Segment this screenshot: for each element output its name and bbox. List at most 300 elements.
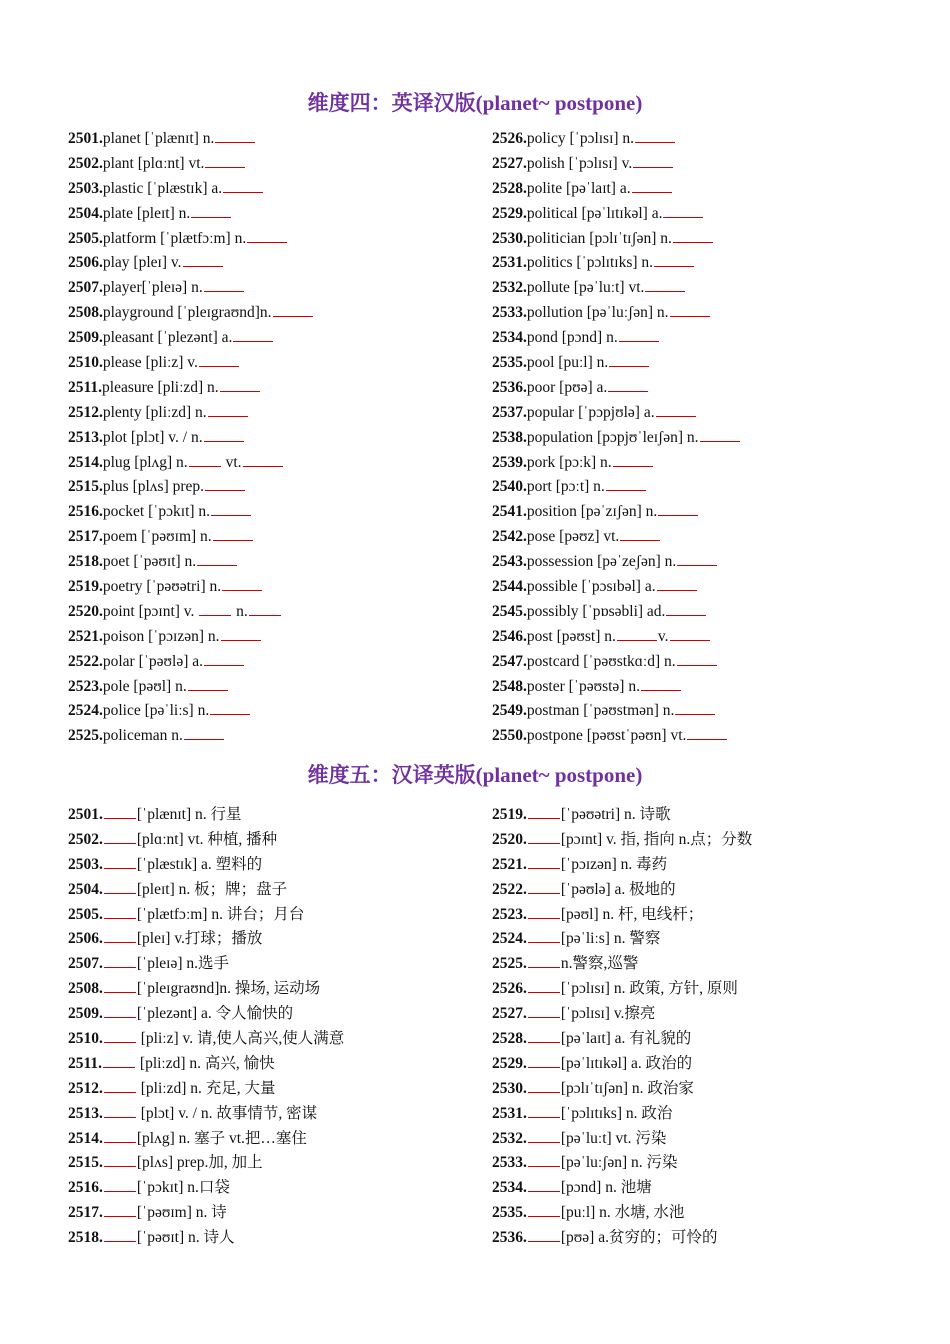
entry-text: please [pliːz] v. (102, 354, 198, 372)
vocab-entry (492, 200, 741, 225)
vocab-entry (492, 1050, 752, 1075)
vocab-entry (68, 424, 314, 449)
answer-blank[interactable] (104, 1174, 136, 1192)
answer-blank[interactable] (656, 399, 696, 417)
entry-number: 2539. (492, 453, 527, 471)
entry-text: [ˈpɔlɪsɪ] n. 政策, 方针, 原则 (560, 980, 738, 998)
entry-text: [pleɪ] v.打球；播放 (136, 930, 263, 948)
answer-blank[interactable] (632, 175, 672, 193)
entry-text: n.警察,巡警 (560, 955, 639, 973)
entry-text: postcard [ˈpəʊstkɑːd] n. (526, 652, 676, 670)
entry-text: policeman n. (102, 727, 183, 745)
entry-number: 2531. (492, 254, 527, 272)
answer-blank[interactable] (197, 548, 237, 566)
answer-blank[interactable] (528, 1025, 560, 1043)
entry-number: 2510. (68, 354, 103, 372)
entry-text: plus [plʌs] prep. (102, 478, 205, 496)
answer-blank[interactable] (620, 523, 660, 541)
answer-blank[interactable] (677, 648, 717, 666)
entry-text: politician [pɔlɪˈtɪʃən] n. (526, 229, 672, 247)
entry-number: 2520. (68, 602, 103, 620)
vocab-entry (492, 299, 741, 324)
vocab-entry (68, 573, 314, 598)
entry-text: [ˈpleɪə] n.选手 (136, 955, 229, 973)
vocab-entry (492, 125, 741, 150)
entry-number: 2501. (68, 130, 103, 147)
entry-number: 2504. (68, 880, 103, 898)
entry-text: plastic [ˈplæstɪk] a. (102, 179, 223, 197)
answer-blank[interactable] (675, 697, 715, 715)
entry-text: political [pəˈlɪtɪkəl] a. (526, 204, 663, 222)
entry-text: pollute [pəˈluːt] vt. (526, 279, 645, 297)
answer-blank[interactable] (210, 697, 250, 715)
answer-blank[interactable] (104, 1075, 136, 1093)
answer-blank[interactable] (104, 1125, 136, 1143)
answer-blank[interactable] (528, 826, 560, 844)
vocab-entry (68, 1125, 344, 1150)
answer-blank[interactable] (215, 125, 255, 143)
entry-text: [ˈpɔɪzən] n. 毒药 (560, 855, 668, 873)
answer-blank[interactable] (184, 722, 224, 740)
answer-blank[interactable] (213, 523, 253, 541)
entry-number: 2513. (68, 1104, 103, 1122)
entry-number: 2546. (492, 627, 527, 645)
vocab-entry (68, 1199, 344, 1224)
answer-blank[interactable] (528, 1174, 560, 1192)
answer-blank[interactable] (528, 975, 560, 993)
entry-number: 2521. (492, 855, 527, 873)
vocab-entry (68, 826, 344, 851)
entry-text: politics [ˈpɔlɪtɪks] n. (526, 254, 654, 272)
entry-number: 2535. (492, 1204, 527, 1222)
entry-number: 2509. (68, 329, 103, 347)
vocab-entry (68, 925, 344, 950)
answer-blank[interactable] (205, 150, 245, 168)
vocab-entry (68, 876, 344, 901)
answer-blank[interactable] (208, 399, 248, 417)
entry-number: 2518. (68, 553, 103, 571)
vocab-entry (492, 876, 752, 901)
answer-blank[interactable] (199, 349, 239, 367)
entry-text: pool [puːl] n. (526, 354, 609, 372)
answer-blank[interactable] (243, 449, 283, 467)
answer-blank[interactable] (211, 498, 251, 516)
answer-blank[interactable] (104, 801, 136, 819)
entry-text: [ˈpəʊɪt] n. 诗人 (136, 1229, 235, 1247)
entry-number: 2534. (492, 1179, 527, 1197)
entry-number: 2532. (492, 1129, 527, 1147)
entry-text: poem [ˈpəʊɪm] n. (102, 528, 212, 546)
vocab-entry (492, 523, 741, 548)
entry-text: [ˈplætfɔːm] n. 讲台；月台 (136, 905, 305, 923)
vocab-entry (492, 1125, 752, 1150)
answer-blank[interactable] (641, 673, 681, 691)
entry-text: pond [pɔnd] n. (526, 329, 618, 347)
vocab-entry (492, 1025, 752, 1050)
vocab-entry (492, 598, 741, 623)
answer-blank[interactable] (657, 573, 697, 591)
entry-text: [ˈplænɪt] n. 行星 (136, 806, 242, 823)
answer-blank[interactable] (613, 449, 653, 467)
entry-number: 2507. (68, 279, 103, 297)
answer-blank[interactable] (188, 673, 228, 691)
entry-text: [ˈpɔlɪtɪks] n. 政治 (560, 1104, 673, 1122)
vocab-entry (492, 349, 741, 374)
entry-text: [ˈpəʊətri] n. 诗歌 (560, 806, 671, 823)
entry-text: policy [ˈpɔlɪsɪ] n. (526, 130, 635, 147)
entry-text: poet [ˈpəʊɪt] n. (102, 553, 197, 571)
vocab-entry (68, 200, 314, 225)
entry-text: [ˈpəʊlə] a. 极地的 (560, 880, 676, 898)
answer-blank[interactable] (617, 623, 657, 641)
answer-blank[interactable] (223, 175, 263, 193)
entry-number: 2520. (492, 830, 527, 848)
entry-number: 2516. (68, 503, 103, 521)
answer-blank[interactable] (528, 1000, 560, 1018)
entry-text: platform [ˈplætfɔːm] n. (102, 229, 247, 247)
answer-blank[interactable] (104, 1025, 136, 1043)
answer-blank[interactable] (273, 299, 313, 317)
entry-number: 2501. (68, 806, 103, 823)
answer-blank[interactable] (528, 1199, 560, 1217)
answer-blank[interactable] (221, 623, 261, 641)
vocab-entry (492, 225, 741, 250)
entry-text: poetry [ˈpəʊətri] n. (102, 578, 222, 596)
entry-text: plate [pleɪt] n. (102, 204, 191, 222)
entry-text: plug [plʌg] n. (102, 453, 188, 471)
entry-text: [pəˈlɪtɪkəl] a. 政治的 (560, 1054, 693, 1072)
vocab-entry (68, 498, 314, 523)
entry-number: 2549. (492, 702, 527, 720)
entry-text: [plɔt] v. / n. 故事情节, 密谋 (136, 1104, 318, 1122)
entry-number: 2523. (492, 905, 527, 923)
entry-number: 2511. (68, 378, 103, 396)
answer-blank[interactable] (666, 598, 706, 616)
answer-blank[interactable] (609, 349, 649, 367)
entry-number: 2540. (492, 478, 527, 496)
answer-blank[interactable] (663, 200, 703, 218)
vocab-entry (492, 697, 741, 722)
vocab-entry (492, 274, 741, 299)
entry-text: [plʌg] n. 塞子 vt.把…塞住 (136, 1129, 307, 1147)
entry-text: play [pleɪ] v. (102, 254, 182, 272)
entry-number: 2547. (492, 652, 527, 670)
answer-blank[interactable] (204, 424, 244, 442)
vocab-entry (492, 1000, 752, 1025)
entry-number: 2537. (492, 403, 527, 421)
vocab-entry (68, 1224, 344, 1249)
entry-number: 2510. (68, 1030, 103, 1048)
answer-blank[interactable] (528, 1100, 560, 1118)
vocab-entry (68, 950, 344, 975)
answer-blank[interactable] (673, 225, 713, 243)
entry-text: polish [ˈpɔlɪsɪ] v. (526, 154, 633, 172)
entry-text: pleasure [pliːzd] n. (102, 378, 219, 396)
entry-number: 2512. (68, 1079, 103, 1097)
answer-blank[interactable] (528, 925, 560, 943)
entry-number: 2527. (492, 1005, 527, 1023)
entry-number: 2515. (68, 478, 103, 496)
vocab-entry (492, 449, 741, 474)
answer-blank[interactable] (104, 925, 136, 943)
answer-blank[interactable] (104, 975, 136, 993)
entry-number: 2504. (68, 204, 103, 222)
vocab-entry (68, 175, 314, 200)
answer-blank[interactable] (233, 324, 273, 342)
entry-text: poor [pʊə] a. (526, 378, 608, 396)
vocab-entry (68, 623, 314, 648)
entry-number: 2550. (492, 727, 527, 745)
vocab-entry (492, 950, 752, 975)
answer-blank[interactable] (528, 950, 560, 968)
vocab-entry (492, 249, 741, 274)
entry-number: 2541. (492, 503, 527, 521)
answer-blank[interactable] (528, 851, 560, 869)
entry-text: possibly [ˈpɒsəbli] ad. (526, 602, 666, 620)
entry-text: police [pəˈliːs] n. (102, 702, 210, 720)
entry-number: 2522. (492, 880, 527, 898)
entry-number: 2529. (492, 1054, 527, 1072)
answer-blank[interactable] (654, 249, 694, 267)
entry-text: playground [ˈpleɪgraʊnd]n. (102, 304, 272, 322)
entry-number: 2519. (68, 578, 103, 596)
vocab-column-right (492, 125, 741, 747)
entry-text: poison [ˈpɔɪzən] n. (102, 627, 220, 645)
entry-number: 2507. (68, 955, 103, 973)
vocab-entry (68, 150, 314, 175)
answer-blank[interactable] (670, 623, 710, 641)
vocab-entry (68, 399, 314, 424)
answer-blank[interactable] (619, 324, 659, 342)
entry-number: 2502. (68, 830, 103, 848)
entry-text: polar [ˈpəʊlə] a. (102, 652, 204, 670)
answer-blank[interactable] (608, 374, 648, 392)
answer-blank[interactable] (183, 249, 223, 267)
entry-number: 2508. (68, 304, 103, 322)
entry-text: [pəˈluːt] vt. 污染 (560, 1129, 667, 1147)
entry-text: plenty [pliːzd] n. (102, 403, 207, 421)
entry-text: port [pɔːt] n. (526, 478, 605, 496)
vocab-entry (68, 1075, 344, 1100)
answer-blank[interactable] (249, 598, 281, 616)
answer-blank[interactable] (220, 374, 260, 392)
answer-blank[interactable] (104, 1224, 136, 1242)
entry-number: 2530. (492, 229, 527, 247)
answer-blank[interactable] (528, 901, 560, 919)
entry-text: [pliːzd] n. 高兴, 愉快 (136, 1054, 275, 1072)
answer-blank[interactable] (222, 573, 262, 591)
answer-blank[interactable] (205, 473, 245, 491)
entry-number: 2516. (68, 1179, 103, 1197)
entry-text: pocket [ˈpɔkɪt] n. (102, 503, 211, 521)
vocab-entry (492, 424, 741, 449)
vocab-entry (492, 1224, 752, 1249)
entry-number: 2511. (68, 1054, 103, 1072)
entry-number: 2536. (492, 378, 527, 396)
answer-blank[interactable] (528, 1050, 560, 1068)
entry-number: 2503. (68, 179, 103, 197)
entry-text: [plʌs] prep.加, 加上 (136, 1154, 263, 1172)
entry-number: 2533. (492, 304, 527, 322)
answer-blank[interactable] (104, 1149, 136, 1167)
vocab-entry (492, 975, 752, 1000)
vocab-entry (68, 324, 314, 349)
vocab-entry (492, 1075, 752, 1100)
vocab-entry (68, 1149, 344, 1174)
entry-text: n. (232, 602, 248, 620)
answer-blank[interactable] (528, 1125, 560, 1143)
answer-blank[interactable] (633, 150, 673, 168)
entry-number: 2515. (68, 1154, 103, 1172)
answer-blank[interactable] (658, 498, 698, 516)
entry-text: possession [pəˈzeʃən] n. (526, 553, 677, 571)
entry-number: 2517. (68, 1204, 103, 1222)
entry-number: 2523. (68, 677, 103, 695)
entry-number: 2505. (68, 905, 103, 923)
entry-text: [pʊə] a.贫穷的；可怜的 (560, 1229, 718, 1247)
vocab-entry (68, 975, 344, 1000)
vocab-entry (492, 473, 741, 498)
entry-number: 2509. (68, 1005, 103, 1023)
entry-text: [pɔnd] n. 池塘 (560, 1179, 652, 1197)
entry-number: 2522. (68, 652, 103, 670)
entry-number: 2543. (492, 553, 527, 571)
entry-number: 2527. (492, 154, 527, 172)
entry-number: 2530. (492, 1079, 527, 1097)
answer-blank[interactable] (104, 1100, 136, 1118)
answer-blank[interactable] (104, 901, 136, 919)
vocab-entry (68, 1050, 344, 1075)
entry-number: 2525. (492, 955, 527, 973)
section-title-en-zh: 维度四：英译汉版(planet~ postpone) (307, 91, 643, 115)
entry-number: 2512. (68, 403, 103, 421)
entry-number: 2514. (68, 1129, 103, 1147)
vocab-entry (68, 523, 314, 548)
vocab-entry (68, 473, 314, 498)
entry-number: 2519. (492, 806, 527, 823)
vocab-entry (492, 648, 741, 673)
entry-number: 2544. (492, 578, 527, 596)
answer-blank[interactable] (104, 876, 136, 894)
entry-text: pose [pəʊz] vt. (526, 528, 620, 546)
answer-blank[interactable] (528, 1149, 560, 1167)
entry-text: popular [ˈpɔpjʊlə] a. (526, 403, 655, 421)
answer-blank[interactable] (204, 648, 244, 666)
answer-blank[interactable] (204, 274, 244, 292)
vocab-entry (68, 449, 314, 474)
answer-blank[interactable] (103, 1050, 135, 1068)
answer-blank[interactable] (687, 722, 727, 740)
entry-text: [pleɪt] n. 板；牌；盘子 (136, 880, 288, 898)
answer-blank[interactable] (104, 826, 136, 844)
entry-text: postman [ˈpəʊstmən] n. (526, 702, 675, 720)
vocab-entry (492, 901, 752, 926)
answer-blank[interactable] (528, 801, 560, 819)
entry-text: plot [plɔt] v. / n. (102, 428, 203, 446)
vocab-entry (492, 548, 741, 573)
answer-blank[interactable] (189, 449, 221, 467)
vocab-entry (492, 851, 752, 876)
entry-text: v. (657, 627, 669, 645)
entry-number: 2542. (492, 528, 527, 546)
entry-number: 2528. (492, 179, 527, 197)
vocab-entry (68, 274, 314, 299)
entry-text: pollution [pəˈluːʃən] n. (526, 304, 669, 322)
answer-blank[interactable] (199, 598, 231, 616)
entry-number: 2534. (492, 329, 527, 347)
vocab-entry (68, 722, 314, 747)
vocab-entry (492, 498, 741, 523)
entry-number: 2525. (68, 727, 103, 745)
vocab-entry (68, 851, 344, 876)
entry-text: pleasant [ˈplezənt] a. (102, 329, 233, 347)
answer-blank[interactable] (104, 1000, 136, 1018)
answer-blank[interactable] (700, 424, 740, 442)
vocab-entry (68, 548, 314, 573)
answer-blank[interactable] (104, 851, 136, 869)
vocab-column-left (68, 801, 344, 1249)
answer-blank[interactable] (635, 125, 675, 143)
entry-text: pole [pəʊl] n. (102, 677, 187, 695)
answer-blank[interactable] (528, 1075, 560, 1093)
entry-number: 2545. (492, 602, 527, 620)
entry-text: [pəˈluːʃən] n. 污染 (560, 1154, 678, 1172)
entry-text: possible [ˈpɔsɪbəl] a. (526, 578, 656, 596)
entry-text: polite [pəˈlaɪt] a. (526, 179, 631, 197)
answer-blank[interactable] (247, 225, 287, 243)
vocab-entry (492, 573, 741, 598)
vocab-entry (492, 1174, 752, 1199)
entry-text: [ˈpleɪgraʊnd]n. 操场, 运动场 (136, 980, 321, 998)
entry-number: 2508. (68, 980, 103, 998)
entry-text: vt. (221, 453, 242, 471)
vocab-column-right (492, 801, 752, 1249)
entry-text: population [pɔpjʊˈleɪʃən] n. (526, 428, 699, 446)
entry-number: 2529. (492, 204, 527, 222)
entry-text: planet [ˈplænɪt] n. (102, 130, 215, 147)
vocab-entry (68, 1025, 344, 1050)
answer-blank[interactable] (528, 876, 560, 894)
entry-text: point [pɔɪnt] v. (102, 602, 199, 620)
entry-number: 2513. (68, 428, 103, 446)
vocab-entry (68, 249, 314, 274)
vocab-entry (492, 925, 752, 950)
entry-text: position [pəˈzɪʃən] n. (526, 503, 658, 521)
answer-blank[interactable] (104, 1199, 136, 1217)
answer-blank[interactable] (528, 1224, 560, 1242)
answer-blank[interactable] (606, 473, 646, 491)
answer-blank[interactable] (677, 548, 717, 566)
answer-blank[interactable] (670, 299, 710, 317)
entry-text: [plɑːnt] vt. 种植, 播种 (136, 830, 278, 848)
vocab-entry (492, 801, 752, 826)
entry-text: [pɔɪnt] v. 指, 指向 n.点；分数 (560, 830, 753, 848)
vocab-entry (492, 722, 741, 747)
entry-number: 2502. (68, 154, 103, 172)
entry-number: 2506. (68, 254, 103, 272)
answer-blank[interactable] (191, 200, 231, 218)
entry-number: 2514. (68, 453, 103, 471)
vocab-entry (492, 175, 741, 200)
entry-text: [pɔlɪˈtɪʃən] n. 政治家 (560, 1079, 694, 1097)
vocab-entry (68, 125, 314, 150)
answer-blank[interactable] (104, 950, 136, 968)
vocab-entry (492, 826, 752, 851)
entry-text: [pəˈliːs] n. 警察 (560, 930, 661, 948)
entry-number: 2524. (492, 930, 527, 948)
entry-text: [ˈpɔlɪsɪ] v.擦亮 (560, 1005, 656, 1023)
answer-blank[interactable] (645, 274, 685, 292)
